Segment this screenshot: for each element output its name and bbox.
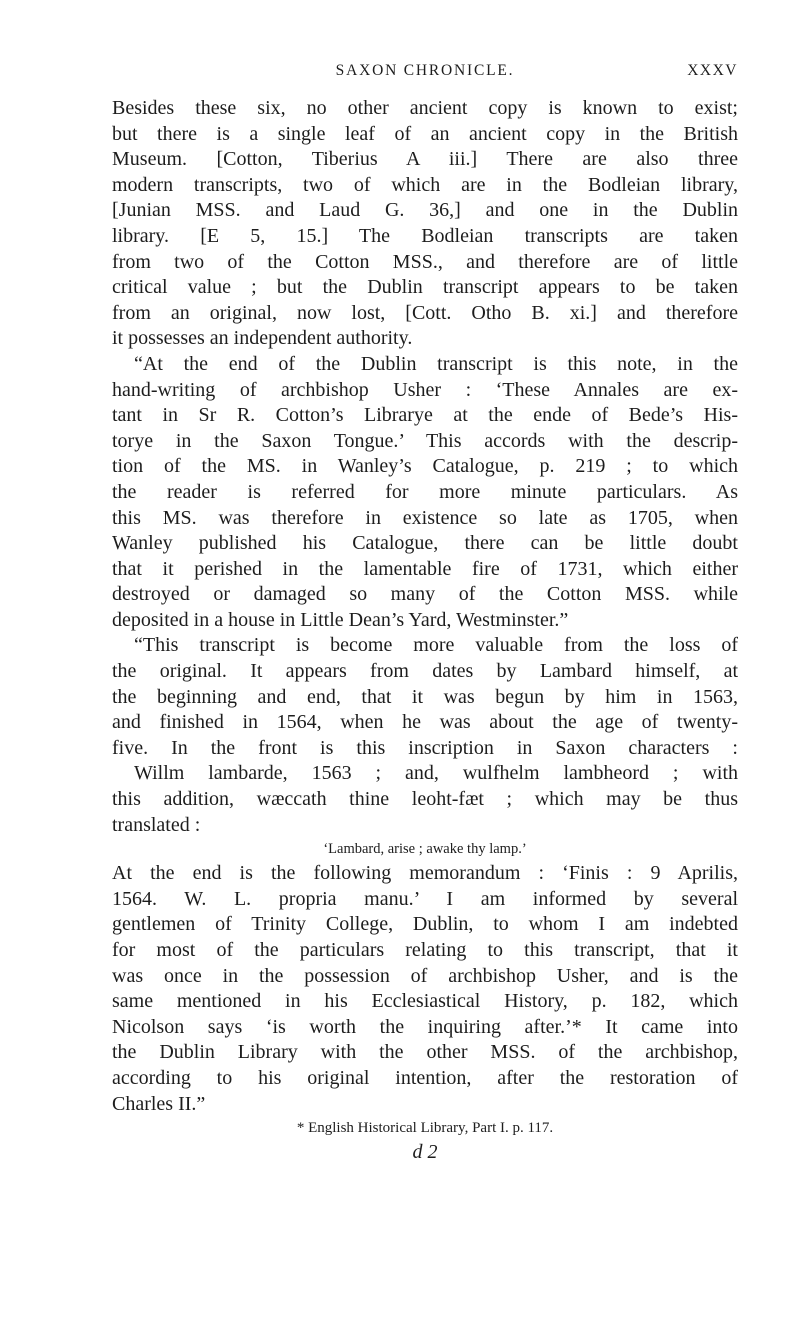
text-line: and finished in 1564, when he was about the age of twenty- — [112, 711, 738, 734]
text-line: tant in Sr R. Cotton’s Librarye at the ende of Bede’s His- — [112, 404, 738, 427]
text-line: Charles II.” — [112, 1092, 206, 1115]
text-line: “This transcript is become more valuable from the loss of — [134, 634, 738, 657]
text-line: modern transcripts, two of which are in the Bodleian library, — [112, 173, 738, 196]
text-line: destroyed or damaged so many of the Cotton MSS. while — [112, 583, 738, 606]
text-line: Museum. [Cotton, Tiberius A iii.] There are also three — [112, 148, 738, 171]
body-text — [112, 96, 738, 1165]
text-line: 1564. W. L. propria manu.’ I am informed by several — [112, 887, 738, 910]
text-line: from an original, now lost, [Cott. Otho B. xi.] and therefore — [112, 301, 738, 324]
text-line: Willm lambarde, 1563 ; and, wulfhelm lambheord ; with — [134, 762, 738, 785]
text-line: tion of the MS. in Wanley’s Catalogue, p. 219 ; to which — [112, 455, 738, 478]
text-line: Nicolson says ‘is worth the inquiring after.’* It came into — [112, 1015, 738, 1038]
text-line: five. In the front is this inscription in Saxon characters : — [112, 736, 738, 759]
text-line: it possesses an independent authority. — [112, 327, 413, 350]
text-line: gentlemen of Trinity College, Dublin, to whom I am indebted — [112, 913, 738, 936]
text-line: library. [E 5, 15.] The Bodleian transcripts are taken — [112, 224, 738, 247]
text-line: “At the end of the Dublin transcript is this note, in the — [134, 352, 738, 375]
text-line: critical value ; but the Dublin transcript appears to be taken — [112, 276, 738, 299]
page-number: XXXV — [687, 62, 738, 79]
running-title: SAXON CHRONICLE. — [335, 62, 515, 79]
text-line: that it perished in the lamentable fire of 1731, which either — [112, 557, 738, 580]
text-line: torye in the Saxon Tongue.’ This accords with the descrip- — [112, 429, 738, 452]
text-line: but there is a single leaf of an ancient copy in the British — [112, 122, 738, 145]
running-head — [112, 62, 738, 84]
text-line: [Junian MSS. and Laud G. 36,] and one in the Dublin — [112, 199, 738, 222]
text-line: according to his original intention, after the restoration of — [112, 1066, 738, 1089]
text-line: deposited in a house in Little Dean’s Yard, Westminster.” — [112, 608, 569, 631]
text-line: the Dublin Library with the other MSS. of the archbishop, — [112, 1041, 738, 1064]
text-line: Wanley published his Catalogue, there can be little doubt — [112, 532, 738, 555]
text-line: this MS. was therefore in existence so late as 1705, when — [112, 506, 738, 529]
signature-mark: d 2 — [412, 1141, 438, 1164]
text-line: same mentioned in his Ecclesiastical History, p. 182, which — [112, 990, 738, 1013]
text-line: Besides these six, no other ancient copy is known to exist; — [112, 97, 738, 119]
text-line: hand-writing of archbishop Usher : ‘These Annales are ex- — [112, 378, 738, 401]
text-line: the beginning and end, that it was begun by him in 1563, — [112, 685, 738, 708]
text-line: translated : — [112, 813, 201, 836]
text-line: At the end is the following memorandum : ‘Finis : 9 Aprilis, — [112, 862, 738, 885]
text-line: for most of the particulars relating to this transcript, that it — [112, 939, 738, 961]
text-line: was once in the possession of archbishop Usher, and is the — [112, 964, 738, 987]
text-line: the reader is referred for more minute particulars. As — [112, 480, 738, 503]
text-line: the original. It appears from dates by Lambard himself, at — [112, 660, 738, 683]
text-line: this addition, wæccath thine leoht-fæt ; which may be thus — [112, 788, 738, 811]
text-line: from two of the Cotton MSS., and therefore are of little — [112, 250, 738, 273]
footnote: * English Historical Library, Part I. p. 117. — [296, 1120, 554, 1137]
translation-quote: ‘Lambard, arise ; awake thy lamp.’ — [323, 841, 527, 858]
